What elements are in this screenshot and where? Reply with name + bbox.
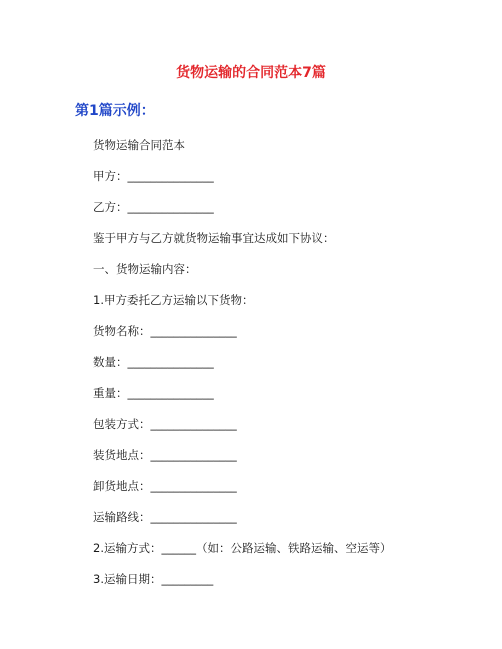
preamble-line: 鉴于甲方与乙方就货物运输事宜达成如下协议： — [93, 231, 335, 245]
transport-mode-line: 2.运输方式：______（如：公路运输、铁路运输、空运等） — [93, 541, 392, 555]
loading-place-line: 装货地点：_______________ — [93, 448, 237, 462]
section-heading: 第1篇示例： — [75, 103, 155, 119]
clause-heading-line: 一、货物运输内容： — [93, 262, 197, 276]
goods-name-line: 货物名称：_______________ — [93, 324, 237, 338]
quantity-line: 数量：_______________ — [93, 355, 214, 369]
party-a-line: 甲方：_______________ — [93, 169, 214, 183]
contract-title-line: 货物运输合同范本 — [93, 138, 185, 152]
weight-line: 重量：_______________ — [93, 386, 214, 400]
route-line: 运输路线：_______________ — [93, 510, 237, 524]
clause-item-line: 1.甲方委托乙方运输以下货物： — [93, 293, 254, 307]
transport-date-line: 3.运输日期：_________ — [93, 572, 214, 586]
unloading-place-line: 卸货地点：_______________ — [93, 479, 237, 493]
party-b-line: 乙方：_______________ — [93, 200, 214, 214]
packaging-line: 包装方式：_______________ — [93, 417, 237, 431]
document-title: 货物运输的合同范本7篇 — [176, 65, 326, 81]
